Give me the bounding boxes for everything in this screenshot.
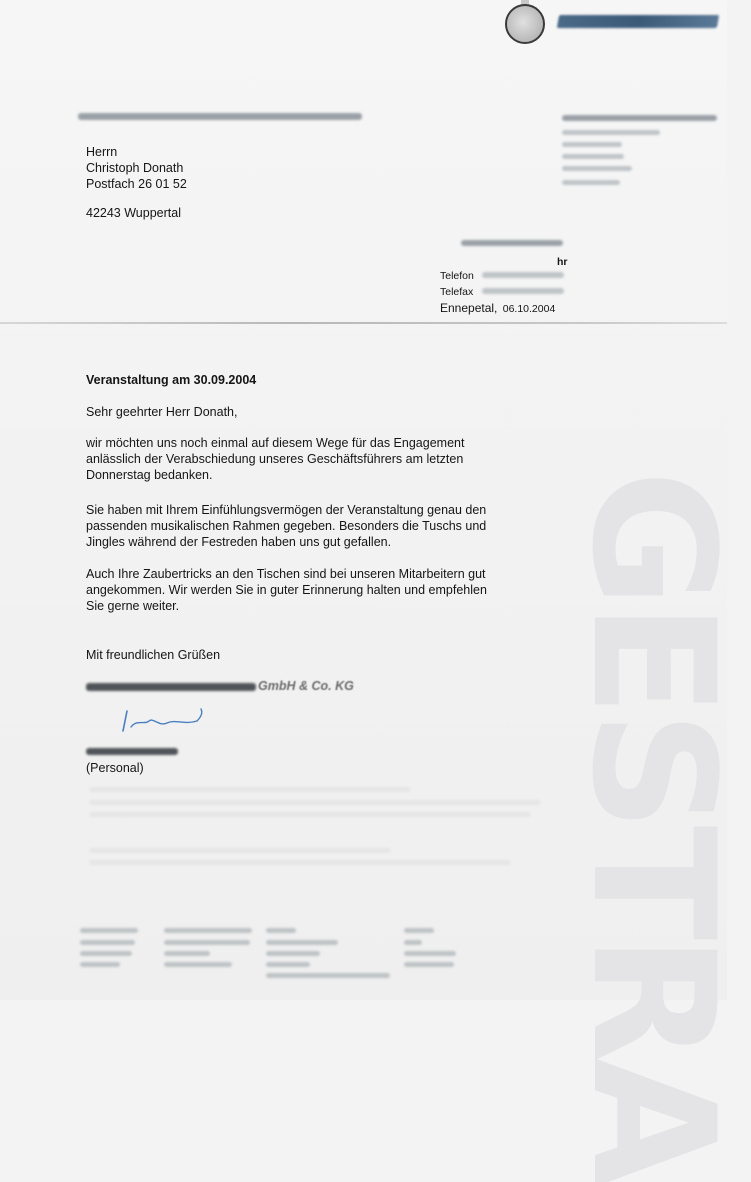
handwritten-signature bbox=[115, 705, 210, 735]
letter-paragraph-1: wir möchten uns noch einmal auf diesem Wege für das Engagement anlässlich der Verabschiedung unseres Geschäftsführers am letzten Donnerstag bedanken. bbox=[86, 436, 465, 482]
paper-fold-line bbox=[0, 322, 727, 324]
letter-place: Ennepetal, bbox=[440, 301, 498, 315]
contact-fax-redacted bbox=[482, 288, 564, 294]
watermark-logo bbox=[555, 470, 751, 1182]
letter-closing: Mit freundlichen Grüßen bbox=[86, 648, 221, 662]
watermark-text: GESTRA bbox=[555, 470, 751, 1182]
contact-initials: hr bbox=[557, 256, 568, 268]
company-logo-wordmark-redacted bbox=[557, 15, 719, 28]
company-street-redacted bbox=[562, 130, 660, 135]
signature-company-suffix: GmbH & Co. KG bbox=[258, 679, 354, 693]
company-website-redacted bbox=[562, 180, 620, 185]
letter-paragraph-3: Auch Ihre Zaubertricks an den Tischen sind bei unseren Mitarbeitern gut angekommen. Wir werden Sie in guter Erinnerung halten und empfehlen Sie gerne weiter. bbox=[86, 567, 487, 613]
contact-phone-label: Telefon bbox=[440, 270, 474, 282]
recipient-city: 42243 Wuppertal bbox=[86, 206, 181, 220]
company-name-redacted bbox=[562, 115, 717, 121]
signer-department: (Personal) bbox=[86, 761, 144, 775]
company-zip-redacted bbox=[562, 142, 622, 147]
recipient-salutation: Herrn bbox=[86, 145, 118, 159]
letter-paragraph-2: Sie haben mit Ihrem Einfühlungsvermögen der Veranstaltung genau den passenden musikalischen Rahmen gegeben. Besonders die Tuschs und Jingles während der Festreden haben uns gut gefallen. bbox=[86, 503, 487, 549]
signer-name-redacted bbox=[86, 748, 178, 755]
sender-return-line-redacted bbox=[78, 113, 362, 120]
letter-date: 06.10.2004 bbox=[502, 303, 556, 315]
recipient-postbox: Postfach 26 01 52 bbox=[86, 177, 187, 191]
letter-subject: Veranstaltung am 30.09.2004 bbox=[86, 373, 257, 387]
company-phone-redacted bbox=[562, 154, 624, 159]
letter-greeting: Sehr geehrter Herr Donath, bbox=[86, 405, 238, 419]
recipient-name: Christoph Donath bbox=[86, 161, 184, 175]
contact-fax-label: Telefax bbox=[440, 286, 474, 298]
company-fax-redacted bbox=[562, 166, 632, 171]
contact-phone-redacted bbox=[482, 272, 564, 278]
place-date bbox=[440, 300, 555, 317]
company-logo-icon bbox=[505, 4, 545, 44]
contact-email-redacted bbox=[461, 240, 563, 246]
signature-company-redacted bbox=[86, 683, 256, 691]
